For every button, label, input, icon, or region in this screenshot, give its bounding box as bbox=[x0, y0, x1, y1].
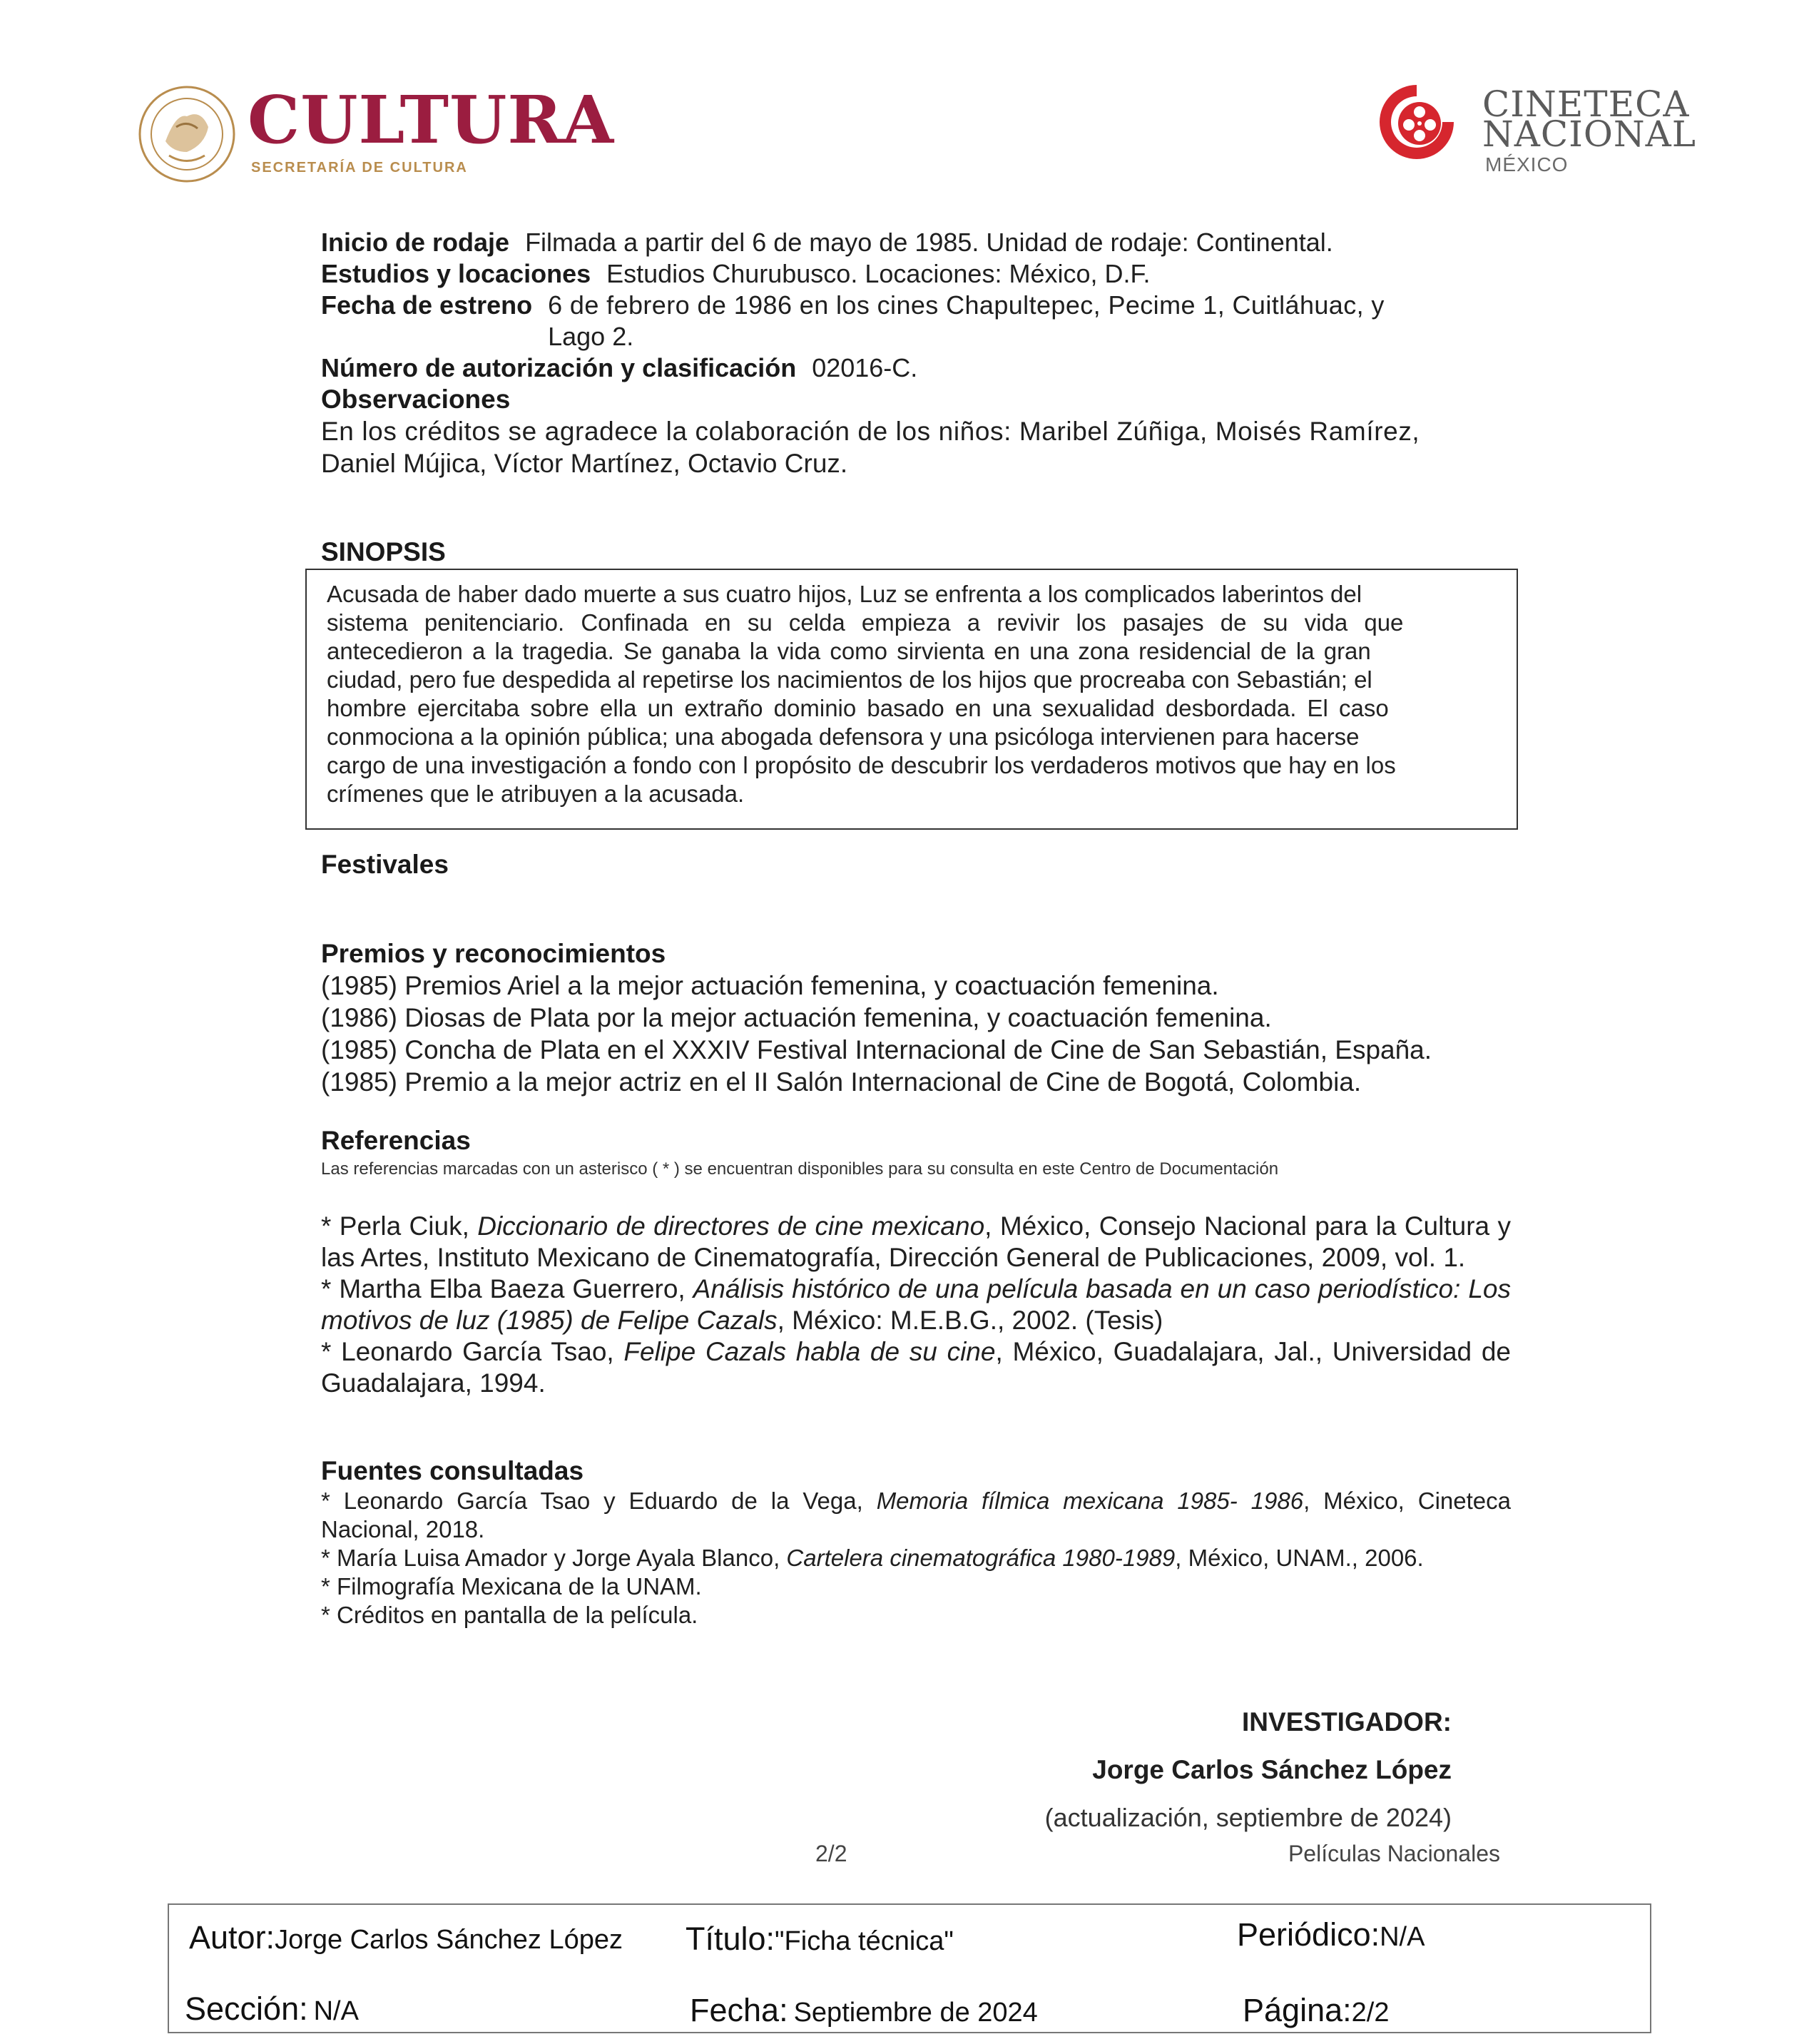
fuente-item bbox=[321, 1487, 1511, 1544]
meta-fecha-label: Fecha: bbox=[690, 1992, 788, 2028]
estudios-row bbox=[321, 258, 1511, 290]
sinopsis-box bbox=[305, 569, 1518, 830]
estreno-row bbox=[321, 290, 1511, 352]
sinopsis-line: sistema penitenciario. Confinada en su celda empieza a revivir los pasajes de su vida que bbox=[327, 609, 1404, 636]
metadata-table bbox=[168, 1903, 1651, 2033]
sinopsis-line: hombre ejercitaba sobre ella un extraño dominio basado en una sexualidad desbordada. El caso bbox=[327, 695, 1389, 721]
meta-autor bbox=[189, 1919, 623, 1956]
autorizacion-label: Número de autorización y clasificación bbox=[321, 353, 797, 382]
investigador-update: (actualización, septiembre de 2024) bbox=[1044, 1803, 1452, 1832]
fuentes-heading: Fuentes consultadas bbox=[321, 1456, 584, 1485]
section-label: Películas Nacionales bbox=[1288, 1841, 1500, 1866]
meta-seccion bbox=[185, 1990, 359, 2028]
rodaje-value: Filmada a partir del 6 de mayo de 1985. Unidad de rodaje: Continental. bbox=[525, 228, 1333, 257]
estreno-label: Fecha de estreno bbox=[321, 290, 533, 320]
autorizacion-row bbox=[321, 352, 1511, 384]
meta-titulo-value: "Ficha técnica" bbox=[775, 1926, 954, 1956]
premios-section bbox=[321, 938, 1511, 1098]
meta-seccion-label: Sección: bbox=[185, 1990, 308, 2027]
fuente-title: Cartelera cinematográfica 1980-1989 bbox=[786, 1545, 1176, 1571]
referencia-details: , México: M.E.B.G., 2002. (Tesis) bbox=[777, 1306, 1163, 1335]
meta-seccion-value: N/A bbox=[313, 1996, 359, 2026]
observaciones-line2: Daniel Mújica, Víctor Martínez, Octavio Cruz. bbox=[321, 449, 848, 478]
autorizacion-value: 02016-C. bbox=[812, 353, 918, 382]
cineteca-wordmark-line1: CINETECA bbox=[1482, 83, 1690, 125]
fuente-author: * María Luisa Amador y Jorge Ayala Blanco, bbox=[321, 1545, 787, 1571]
meta-autor-label: Autor: bbox=[189, 1919, 275, 1956]
sinopsis-line: cargo de una investigación a fondo con l propósito de descubrir los verdaderos motivos que hay en los bbox=[327, 752, 1396, 778]
premio-item: (1985) Premios Ariel a la mejor actuación femenina, y coactuación femenina. bbox=[321, 971, 1219, 1000]
premio-item: (1985) Concha de Plata en el XXXIV Festival Internacional de Cine de San Sebastián, España. bbox=[321, 1035, 1432, 1064]
fuente-item bbox=[321, 1572, 1511, 1601]
fuente-text: * Filmografía Mexicana de la UNAM. bbox=[321, 1573, 702, 1600]
observaciones-line1: En los créditos se agradece la colaboración de los niños: Maribel Zúñiga, Moisés Ramírez, bbox=[321, 417, 1420, 446]
sinopsis-heading: SINOPSIS bbox=[321, 537, 446, 566]
observaciones-text bbox=[321, 415, 1511, 479]
premios-heading: Premios y reconocimientos bbox=[321, 939, 666, 968]
meta-titulo-label: Título: bbox=[686, 1921, 775, 1957]
estreno-value-line1: 6 de febrero de 1986 en los cines Chapultepec, Pecime 1, Cuitláhuac, y bbox=[548, 290, 1385, 320]
sinopsis-text bbox=[327, 580, 1495, 808]
referencia-author: * Perla Ciuk, bbox=[321, 1211, 478, 1241]
investigador-label: INVESTIGADOR: bbox=[1242, 1707, 1452, 1737]
referencia-item bbox=[321, 1273, 1511, 1336]
cultura-subtitle: SECRETARÍA DE CULTURA bbox=[251, 160, 468, 176]
meta-fecha bbox=[690, 1992, 1038, 2029]
meta-fecha-value: Septiembre de 2024 bbox=[793, 1998, 1038, 2028]
meta-periodico-value: N/A bbox=[1380, 1922, 1425, 1952]
fuentes-section bbox=[321, 1455, 1511, 1629]
investigador-name: Jorge Carlos Sánchez López bbox=[1092, 1755, 1452, 1784]
referencias-note: Las referencias marcadas con un asterisco ( * ) se encuentran disponibles para su consulta en este Centro de Documentación bbox=[321, 1159, 1279, 1179]
referencia-title: Felipe Cazals habla de su cine bbox=[623, 1337, 996, 1366]
cineteca-logo bbox=[1377, 82, 1696, 182]
film-reel-icon bbox=[1377, 82, 1457, 162]
page-number: 2/2 bbox=[815, 1841, 847, 1866]
estudios-value: Estudios Churubusco. Locaciones: México, D.F. bbox=[606, 259, 1151, 288]
ficha-tecnica bbox=[321, 227, 1511, 479]
referencia-item bbox=[321, 1211, 1511, 1273]
fuente-author: * Leonardo García Tsao y Eduardo de la Vega, bbox=[321, 1488, 877, 1514]
mexican-coat-of-arms-seal-icon bbox=[137, 84, 237, 184]
sinopsis-line: antecedieron a la tragedia. Se ganaba la vida como sirvienta en una zona residencial de la gran bbox=[327, 638, 1371, 664]
fuente-details: , México, UNAM., 2006. bbox=[1175, 1545, 1424, 1571]
estreno-value bbox=[548, 290, 1385, 352]
rodaje-label: Inicio de rodaje bbox=[321, 228, 510, 257]
meta-pagina-label: Página: bbox=[1243, 1992, 1352, 2028]
rodaje-row bbox=[321, 227, 1511, 258]
estudios-label: Estudios y locaciones bbox=[321, 259, 591, 288]
referencias-list bbox=[321, 1211, 1511, 1399]
referencias-section bbox=[321, 1125, 1511, 1399]
meta-periodico bbox=[1237, 1916, 1425, 1953]
cultura-wordmark: CULTURA bbox=[248, 81, 615, 158]
fuente-item bbox=[321, 1601, 1511, 1629]
referencia-author: * Leonardo García Tsao, bbox=[321, 1337, 624, 1366]
meta-periodico-label: Periódico: bbox=[1237, 1916, 1380, 1953]
sinopsis-line: conmociona a la opinión pública; una abogada defensora y una psicóloga intervienen para hacerse bbox=[327, 723, 1360, 750]
observaciones-heading: Observaciones bbox=[321, 385, 511, 414]
referencia-title: Diccionario de directores de cine mexicano bbox=[477, 1211, 985, 1241]
sinopsis-line: ciudad, pero fue despedida al repetirse los nacimientos de los hijos que procreaba con Sebastián; el bbox=[327, 666, 1372, 693]
cineteca-wordmark-line2: NACIONAL bbox=[1482, 113, 1696, 155]
cineteca-wordmark-country: MÉXICO bbox=[1485, 153, 1569, 176]
meta-pagina bbox=[1243, 1992, 1389, 2029]
sinopsis-line: Acusada de haber dado muerte a sus cuatro hijos, Luz se enfrenta a los complicados laberintos del bbox=[327, 581, 1362, 607]
referencia-details: , México, Guadalajara, Jal., Universidad de Guadalajara, 1994. bbox=[321, 1337, 1511, 1398]
premio-item: (1986) Diosas de Plata por la mejor actuación femenina, y coactuación femenina. bbox=[321, 1003, 1272, 1032]
referencia-author: * Martha Elba Baeza Guerrero, bbox=[321, 1274, 693, 1303]
festivales-heading: Festivales bbox=[321, 850, 449, 879]
fuente-text: * Créditos en pantalla de la película. bbox=[321, 1602, 698, 1628]
meta-autor-value: Jorge Carlos Sánchez López bbox=[275, 1925, 623, 1955]
referencia-details: , México, Consejo Nacional para la Cultura y las Artes, Instituto Mexicano de Cinematografía, Dirección General de Publicaciones, 2009, vol. 1. bbox=[321, 1211, 1511, 1272]
meta-titulo bbox=[686, 1921, 954, 1958]
estreno-value-line2: Lago 2. bbox=[548, 322, 634, 351]
cultura-logo bbox=[137, 81, 615, 184]
sinopsis-line: crímenes que le atribuyen a la acusada. bbox=[327, 781, 745, 807]
referencia-item bbox=[321, 1336, 1511, 1399]
fuente-item bbox=[321, 1544, 1511, 1572]
premio-item: (1985) Premio a la mejor actriz en el II Salón Internacional de Cine de Bogotá, Colombia. bbox=[321, 1067, 1362, 1097]
referencia-title: Análisis histórico de una película basada en un caso periodístico: Los motivos de luz (1985) de Felipe Cazals bbox=[321, 1274, 1511, 1335]
meta-pagina-value: 2/2 bbox=[1351, 1998, 1390, 2028]
referencias-heading: Referencias bbox=[321, 1126, 471, 1155]
fuente-details: , México, Cineteca Nacional, 2018. bbox=[321, 1488, 1511, 1542]
fuente-title: Memoria fílmica mexicana 1985- 1986 bbox=[876, 1488, 1304, 1514]
